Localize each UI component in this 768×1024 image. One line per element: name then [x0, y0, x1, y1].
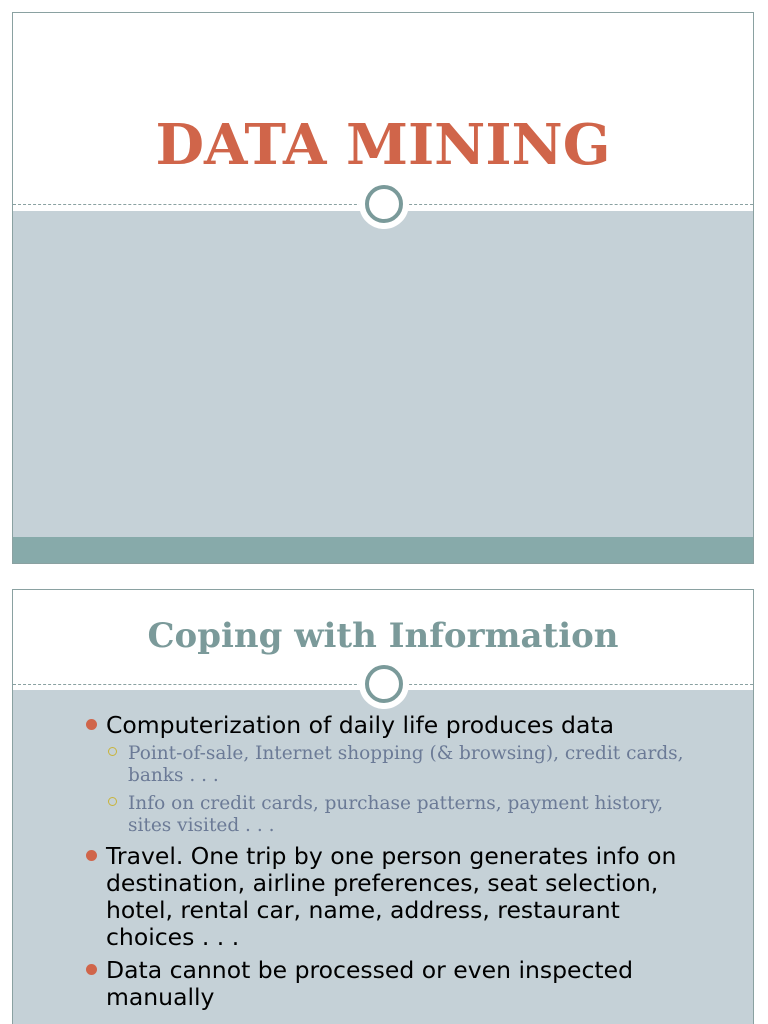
bullet-item	[84, 843, 704, 951]
bullet-dot-icon	[86, 719, 97, 730]
ring-icon	[365, 665, 403, 703]
bullet-text: Computerization of daily life produces data	[106, 711, 614, 739]
sub-bullet-item	[106, 793, 704, 837]
slide-title-heading: DATA MINING	[155, 112, 611, 178]
circle-ornament-icon	[359, 659, 409, 709]
slide-title	[12, 12, 754, 564]
sub-bullet-text: Info on credit cards, purchase patterns, payment history, sites visited . . .	[128, 793, 664, 836]
bullet-dot-icon	[86, 964, 97, 975]
sub-bullet-text: Point-of-sale, Internet shopping (& browsing), credit cards, banks . . .	[128, 743, 684, 786]
circle-ornament-icon	[359, 179, 409, 229]
bullet-text: Data cannot be processed or even inspected manually	[106, 956, 633, 1011]
sub-bullet-ring-icon	[108, 797, 117, 806]
slide-title-body-panel	[13, 211, 753, 537]
sub-bullet-item	[106, 743, 704, 787]
ring-icon	[365, 185, 403, 223]
slide-footer-band	[13, 537, 753, 564]
bullet-list	[84, 712, 704, 1017]
sub-bullet-list	[106, 743, 704, 837]
slide-2-heading: Coping with Information	[147, 616, 619, 656]
bullet-text: Travel. One trip by one person generates info on destination, airline preferences, seat selection, hotel, rental car, name, address, restaurant choices . . .	[106, 842, 677, 951]
bullet-dot-icon	[86, 850, 97, 861]
bullet-item	[84, 712, 704, 837]
sub-bullet-ring-icon	[108, 747, 117, 756]
bullet-item	[84, 957, 704, 1011]
